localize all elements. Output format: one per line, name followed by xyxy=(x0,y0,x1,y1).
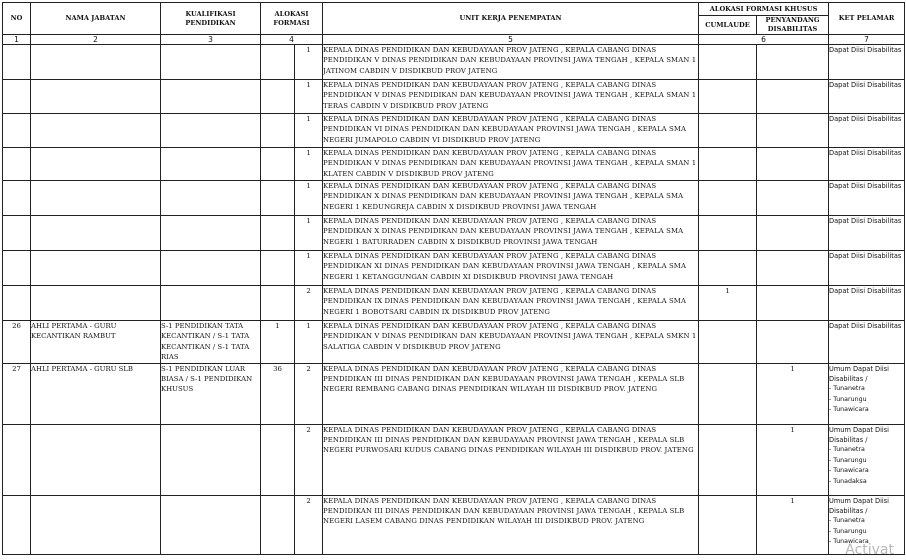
row-unit-kerja: KEPALA DINAS PENDIDIKAN DAN KEBUDAYAAN PROV JATENG , KEPALA CABANG DINAS PENDIDIKAN V DINAS PENDIDIKAN DAN KEBUDAYAAN PROVINSI JAWA TENGAH , KEPALA SMKN 1 SALATIGA CABDIN V DISDIKBUD PROV JATENG xyxy=(323,321,699,364)
column-number: 7 xyxy=(829,35,905,45)
row-kualifikasi xyxy=(161,114,261,148)
row-cumlaude xyxy=(699,45,757,80)
table-row xyxy=(3,80,905,114)
ket-disability-type: - Tunanetra xyxy=(829,385,865,393)
row-unit-kerja: KEPALA DINAS PENDIDIKAN DAN KEBUDAYAAN PROV JATENG , KEPALA CABANG DINAS PENDIDIKAN V DINAS PENDIDIKAN DAN KEBUDAYAAN PROVINSI JAWA TENGAH , KEPALA SMAN 1 TERAS CABDIN V DISDIKBUD PROV JATENG xyxy=(323,80,699,114)
table-row xyxy=(3,181,905,216)
table-row xyxy=(3,424,905,495)
header-cumlaude: CUMLAUDE xyxy=(699,16,757,35)
row-disabilitas xyxy=(757,45,829,80)
row-alokasi xyxy=(261,148,295,181)
table-row xyxy=(3,495,905,554)
row-ket-pelamar xyxy=(829,321,905,364)
ket-disability-type: - Tunawicara xyxy=(829,406,869,414)
column-number: 6 xyxy=(699,35,829,45)
row-unit-kerja: KEPALA DINAS PENDIDIKAN DAN KEBUDAYAAN PROV JATENG , KEPALA CABANG DINAS PENDIDIKAN III DINAS PENDIDIKAN DAN KEBUDAYAAN PROVINSI JAWA TENGAH , KEPALA SLB NEGERI LASEM CABANG DINAS PENDIDIKAN WILAYAH III DISDIKBUD PROV. JATENG xyxy=(323,495,699,554)
ket-label: Dapat Diisi Disabilitas xyxy=(829,322,902,330)
column-number: 5 xyxy=(323,35,699,45)
row-no xyxy=(3,216,31,251)
ket-disability-type: - Tunanetra xyxy=(829,446,865,454)
row-formasi: 2 xyxy=(295,363,323,424)
table-row xyxy=(3,114,905,148)
ket-label: Dapat Diisi Disabilitas xyxy=(829,149,902,157)
row-kualifikasi xyxy=(161,148,261,181)
row-cumlaude xyxy=(699,495,757,554)
row-nama-jabatan xyxy=(31,80,161,114)
row-cumlaude xyxy=(699,148,757,181)
table-row xyxy=(3,286,905,321)
row-nama-jabatan xyxy=(31,148,161,181)
row-unit-kerja: KEPALA DINAS PENDIDIKAN DAN KEBUDAYAAN PROV JATENG , KEPALA CABANG DINAS PENDIDIKAN V DINAS PENDIDIKAN DAN KEBUDAYAAN PROVINSI JAWA TENGAH , KEPALA SMAN 1 JATINOM CABDIN V DISDIKBUD PROV JATENG xyxy=(323,45,699,80)
column-number: 4 xyxy=(261,35,323,45)
ket-disability-type: - Tunawicara xyxy=(829,467,869,475)
column-number: 3 xyxy=(161,35,261,45)
row-kualifikasi xyxy=(161,424,261,495)
row-cumlaude xyxy=(699,114,757,148)
row-disabilitas xyxy=(757,114,829,148)
row-formasi: 1 xyxy=(295,148,323,181)
row-kualifikasi: S-1 PENDIDIKAN LUAR BIASA / S-1 PENDIDIKAN KHUSUS xyxy=(161,363,261,424)
row-disabilitas xyxy=(757,251,829,286)
row-alokasi xyxy=(261,80,295,114)
row-formasi: 2 xyxy=(295,424,323,495)
row-nama-jabatan xyxy=(31,286,161,321)
row-kualifikasi xyxy=(161,495,261,554)
row-alokasi xyxy=(261,114,295,148)
row-kualifikasi xyxy=(161,181,261,216)
row-alokasi xyxy=(261,424,295,495)
ket-label: Umum Dapat Diisi Disabilitas / xyxy=(829,364,890,384)
row-nama-jabatan xyxy=(31,424,161,495)
row-ket-pelamar xyxy=(829,216,905,251)
row-nama-jabatan xyxy=(31,45,161,80)
row-nama-jabatan: AHLI PERTAMA - GURU SLB xyxy=(31,363,161,424)
table-row xyxy=(3,148,905,181)
ket-label: Dapat Diisi Disabilitas xyxy=(829,115,902,123)
row-no xyxy=(3,495,31,554)
row-ket-pelamar xyxy=(829,286,905,321)
ket-label: Dapat Diisi Disabilitas xyxy=(829,217,902,225)
row-cumlaude xyxy=(699,181,757,216)
table-row xyxy=(3,363,905,424)
row-ket-pelamar xyxy=(829,363,905,424)
header-nama-jabatan: NAMA JABATAN xyxy=(31,3,161,35)
row-no xyxy=(3,148,31,181)
row-disabilitas xyxy=(757,286,829,321)
row-cumlaude xyxy=(699,216,757,251)
row-no xyxy=(3,181,31,216)
row-nama-jabatan: AHLI PERTAMA - GURU KECANTIKAN RAMBUT xyxy=(31,321,161,364)
row-nama-jabatan xyxy=(31,181,161,216)
row-kualifikasi xyxy=(161,251,261,286)
row-alokasi xyxy=(261,45,295,80)
row-alokasi xyxy=(261,251,295,286)
header-disabilitas: PENYANDANG DISABILITAS xyxy=(757,16,829,35)
row-disabilitas: 1 xyxy=(757,424,829,495)
row-no xyxy=(3,45,31,80)
row-formasi: 1 xyxy=(295,45,323,80)
row-no xyxy=(3,251,31,286)
row-cumlaude: 1 xyxy=(699,286,757,321)
ket-label: Umum Dapat Diisi Disabilitas / xyxy=(829,425,890,445)
row-ket-pelamar xyxy=(829,181,905,216)
ket-label: Dapat Diisi Disabilitas xyxy=(829,81,902,89)
header-ket-pelamar: KET PELAMAR xyxy=(829,3,905,35)
ket-label: Dapat Diisi Disabilitas xyxy=(829,182,902,190)
formasi-table xyxy=(2,2,905,555)
ket-disability-type: - Tunadaksa xyxy=(829,477,867,485)
row-disabilitas: 1 xyxy=(757,495,829,554)
header-alokasi-formasi: ALOKASI FORMASI xyxy=(261,3,323,35)
row-ket-pelamar xyxy=(829,424,905,495)
row-cumlaude xyxy=(699,251,757,286)
row-unit-kerja: KEPALA DINAS PENDIDIKAN DAN KEBUDAYAAN PROV JATENG , KEPALA CABANG DINAS PENDIDIKAN IX DINAS PENDIDIKAN DAN KEBUDAYAAN PROVINSI JAWA TENGAH , KEPALA SMA NEGERI 1 BOBOTSARI CABDIN IX DISDIKBUD PROV JATENG xyxy=(323,286,699,321)
ket-disability-type: - Tunanetra xyxy=(829,517,865,525)
row-no: 27 xyxy=(3,363,31,424)
row-formasi: 2 xyxy=(295,495,323,554)
watermark-text: Activat xyxy=(845,542,894,558)
row-formasi: 1 xyxy=(295,251,323,286)
header-unit-kerja: UNIT KERJA PENEMPATAN xyxy=(323,3,699,35)
table-row xyxy=(3,45,905,80)
row-unit-kerja: KEPALA DINAS PENDIDIKAN DAN KEBUDAYAAN PROV JATENG , KEPALA CABANG DINAS PENDIDIKAN X DINAS PENDIDIKAN DAN KEBUDAYAAN PROVINSI JAWA TENGAH , KEPALA SMA NEGERI 1 KEDUNGREJA CABDIN X DISDIKBUD PROVINSI JAWA TENGAH xyxy=(323,181,699,216)
row-nama-jabatan xyxy=(31,114,161,148)
row-cumlaude xyxy=(699,321,757,364)
row-formasi: 2 xyxy=(295,286,323,321)
row-disabilitas xyxy=(757,181,829,216)
table-row xyxy=(3,321,905,364)
row-alokasi xyxy=(261,216,295,251)
row-kualifikasi xyxy=(161,216,261,251)
row-cumlaude xyxy=(699,424,757,495)
ket-label: Dapat Diisi Disabilitas xyxy=(829,252,902,260)
row-formasi: 1 xyxy=(295,321,323,364)
row-alokasi xyxy=(261,181,295,216)
row-no xyxy=(3,114,31,148)
row-kualifikasi xyxy=(161,80,261,114)
row-alokasi xyxy=(261,286,295,321)
row-unit-kerja: KEPALA DINAS PENDIDIKAN DAN KEBUDAYAAN PROV JATENG , KEPALA CABANG DINAS PENDIDIKAN XI DINAS PENDIDIKAN DAN KEBUDAYAAN PROVINSI JAWA TENGAH , KEPALA SMA NEGERI 1 KETANGGUNGAN CABDIN XI DISDIKBUD PROVINSI JAWA TENGAH xyxy=(323,251,699,286)
row-disabilitas xyxy=(757,216,829,251)
column-number: 1 xyxy=(3,35,31,45)
header-kualifikasi: KUALIFIKASI PENDIDIKAN xyxy=(161,3,261,35)
row-no xyxy=(3,80,31,114)
row-ket-pelamar xyxy=(829,45,905,80)
row-unit-kerja: KEPALA DINAS PENDIDIKAN DAN KEBUDAYAAN PROV JATENG , KEPALA CABANG DINAS PENDIDIKAN III DINAS PENDIDIKAN DAN KEBUDAYAAN PROVINSI JAWA TENGAH , KEPALA SLB NEGERI PURWOSARI KUDUS CABANG DINAS PENDIDIKAN WILAYAH III DISDIKBUD PROV. JATENG xyxy=(323,424,699,495)
row-alokasi: 36 xyxy=(261,363,295,424)
row-kualifikasi: S-1 PENDIDIKAN TATA KECANTIKAN / S-1 TATA KECANTIKAN / S-1 TATA RIAS xyxy=(161,321,261,364)
row-unit-kerja: KEPALA DINAS PENDIDIKAN DAN KEBUDAYAAN PROV JATENG , KEPALA CABANG DINAS PENDIDIKAN III DINAS PENDIDIKAN DAN KEBUDAYAAN PROVINSI JAWA TENGAH , KEPALA SLB NEGERI REMBANG CABANG DINAS PENDIDIKAN WILAYAH III DISDIKBUD PROV. JATENG xyxy=(323,363,699,424)
row-ket-pelamar xyxy=(829,114,905,148)
header-alokasi-khusus: ALOKASI FORMASI KHUSUS xyxy=(699,3,829,16)
row-no xyxy=(3,286,31,321)
row-ket-pelamar xyxy=(829,80,905,114)
ket-label: Dapat Diisi Disabilitas xyxy=(829,287,902,295)
ket-disability-type: - Tunarungu xyxy=(829,527,867,535)
row-nama-jabatan xyxy=(31,495,161,554)
ket-label: Umum Dapat Diisi Disabilitas / xyxy=(829,496,890,516)
row-unit-kerja: KEPALA DINAS PENDIDIKAN DAN KEBUDAYAAN PROV JATENG , KEPALA CABANG DINAS PENDIDIKAN X DINAS PENDIDIKAN DAN KEBUDAYAAN PROVINSI JAWA TENGAH , KEPALA SMA NEGERI 1 BATURRADEN CABDIN X DISDIKBUD PROVINSI JAWA TENGAH xyxy=(323,216,699,251)
row-disabilitas xyxy=(757,148,829,181)
row-unit-kerja: KEPALA DINAS PENDIDIKAN DAN KEBUDAYAAN PROV JATENG , KEPALA CABANG DINAS PENDIDIKAN VI DINAS PENDIDIKAN DAN KEBUDAYAAN PROVINSI JAWA TENGAH , KEPALA SMA NEGERI JUMAPOLO CABDIN VI DISDIKBUD PROV JATENG xyxy=(323,114,699,148)
row-nama-jabatan xyxy=(31,216,161,251)
row-disabilitas: 1 xyxy=(757,363,829,424)
row-disabilitas xyxy=(757,321,829,364)
row-cumlaude xyxy=(699,80,757,114)
table-row xyxy=(3,216,905,251)
row-formasi: 1 xyxy=(295,114,323,148)
column-number: 2 xyxy=(31,35,161,45)
table-row xyxy=(3,251,905,286)
ket-disability-type: - Tunarungu xyxy=(829,395,867,403)
row-cumlaude xyxy=(699,363,757,424)
row-kualifikasi xyxy=(161,45,261,80)
row-no: 26 xyxy=(3,321,31,364)
row-formasi: 1 xyxy=(295,216,323,251)
row-formasi: 1 xyxy=(295,80,323,114)
row-kualifikasi xyxy=(161,286,261,321)
row-nama-jabatan xyxy=(31,251,161,286)
row-alokasi xyxy=(261,495,295,554)
row-formasi: 1 xyxy=(295,181,323,216)
header-no: NO xyxy=(3,3,31,35)
row-unit-kerja: KEPALA DINAS PENDIDIKAN DAN KEBUDAYAAN PROV JATENG , KEPALA CABANG DINAS PENDIDIKAN V DINAS PENDIDIKAN DAN KEBUDAYAAN PROVINSI JAWA TENGAH , KEPALA SMAN 1 KLATEN CABDIN V DISDIKBUD PROV JATENG xyxy=(323,148,699,181)
row-no xyxy=(3,424,31,495)
ket-disability-type: - Tunawicara xyxy=(829,538,869,546)
row-alokasi: 1 xyxy=(261,321,295,364)
row-ket-pelamar xyxy=(829,148,905,181)
row-ket-pelamar xyxy=(829,251,905,286)
ket-label: Dapat Diisi Disabilitas xyxy=(829,46,902,54)
ket-disability-type: - Tunarungu xyxy=(829,456,867,464)
row-disabilitas xyxy=(757,80,829,114)
